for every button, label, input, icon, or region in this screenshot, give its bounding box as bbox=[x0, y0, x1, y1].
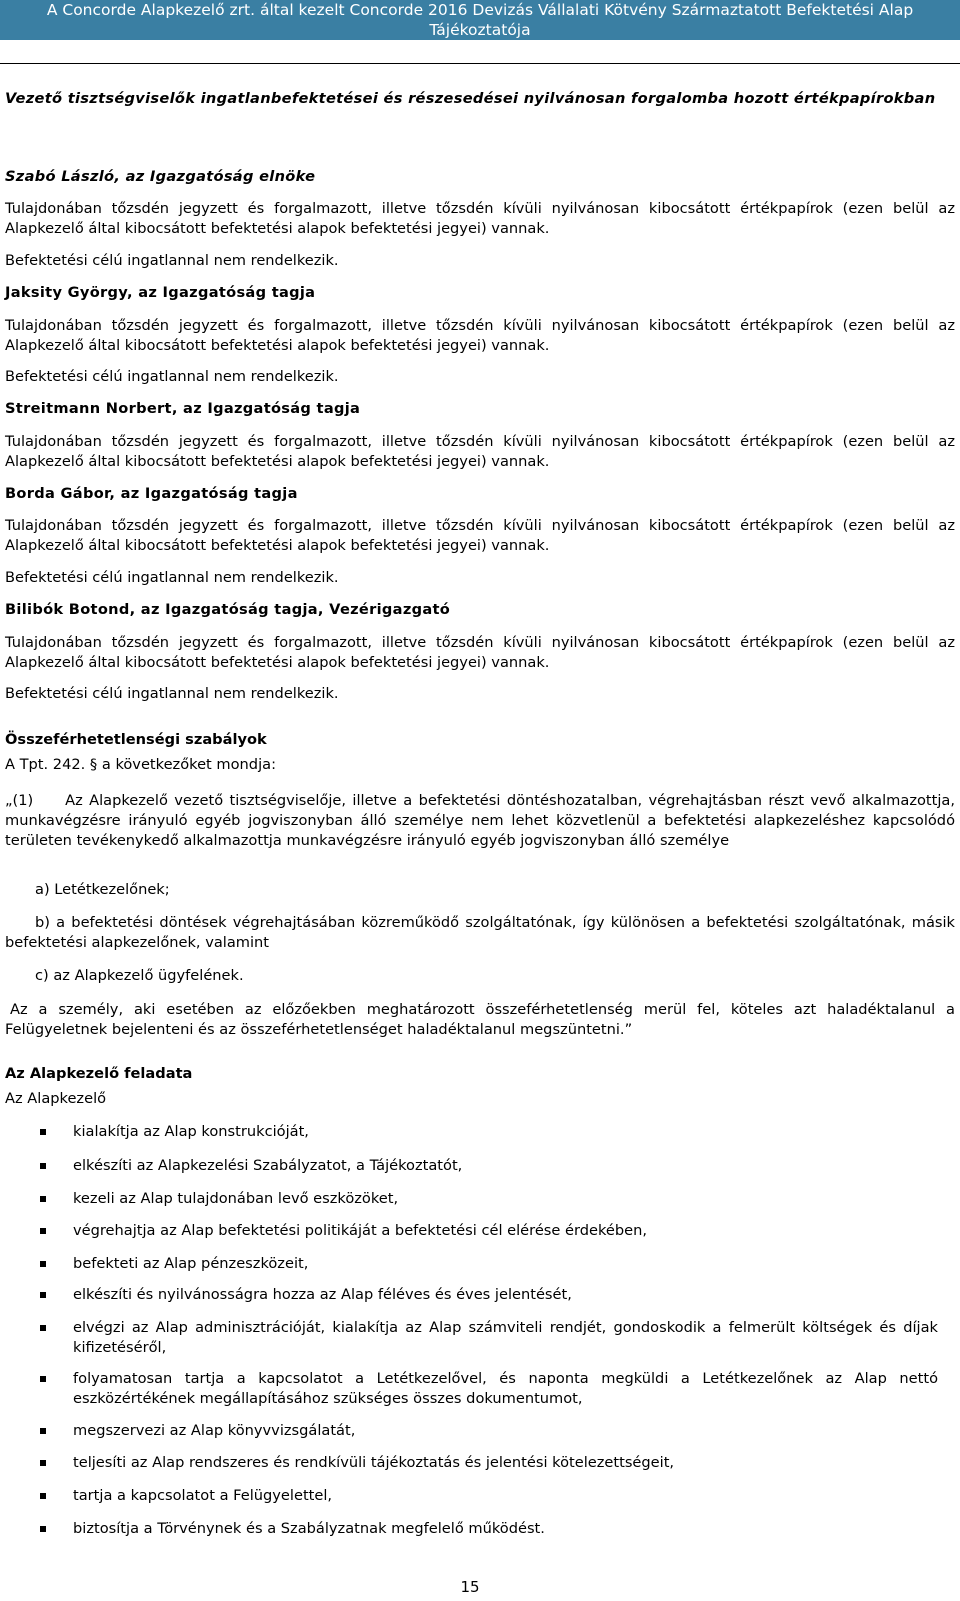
conflict-item-c: c) az Alapkezelő ügyfelének. bbox=[35, 967, 244, 984]
list-item-text: tartja a kapcsolatot a Felügyelettel, bbox=[73, 1487, 333, 1504]
bullet-icon bbox=[40, 1493, 46, 1499]
bullet-icon bbox=[40, 1196, 46, 1202]
conflict-item-a: a) Letétkezelőnek; bbox=[35, 881, 170, 898]
person-holding: Tulajdonában tőzsdén jegyzett és forgalmazott, illetve tőzsdén kívüli nyilvánosan kibocsátott értékpapírok (ezen belül az Alapkezelő által kibocsátott befektetési alapok befektetési jegyei) vannak. bbox=[5, 200, 955, 237]
bullet-icon bbox=[40, 1228, 46, 1234]
section-title-tasks: Az Alapkezelő feladata bbox=[5, 1065, 193, 1082]
bullet-icon bbox=[40, 1376, 46, 1382]
person-holding: Tulajdonában tőzsdén jegyzett és forgalmazott, illetve tőzsdén kívüli nyilvánosan kibocsátott értékpapírok (ezen belül az Alapkezelő által kibocsátott befektetési alapok befektetési jegyei) vannak. bbox=[5, 634, 955, 671]
list-item-text: megszervezi az Alap könyvvizsgálatát, bbox=[73, 1422, 356, 1439]
person-name: Szabó László, az Igazgatóság elnöke bbox=[5, 168, 316, 185]
person-name: Jaksity György, az Igazgatóság tagja bbox=[5, 284, 316, 301]
person-holding: Tulajdonában tőzsdén jegyzett és forgalmazott, illetve tőzsdén kívüli nyilvánosan kibocsátott értékpapírok (ezen belül az Alapkezelő által kibocsátott befektetési alapok befektetési jegyei) vannak. bbox=[5, 517, 955, 554]
conflict-intro: A Tpt. 242. § a következőket mondja: bbox=[5, 756, 276, 773]
person-property: Befektetési célú ingatlannal nem rendelkezik. bbox=[5, 685, 339, 702]
person-property: Befektetési célú ingatlannal nem rendelkezik. bbox=[5, 368, 339, 385]
list-item-text: elvégzi az Alap adminisztrációját, kialakítja az Alap számviteli rendjét, gondoskodik a felmerült költségek és díjak kifizetéséről, bbox=[73, 1319, 938, 1356]
conflict-quote: „(1) Az Alapkezelő vezető tisztségviselője, illetve a befektetési döntéshozatalban, végrehajtásban részt vevő alkalmazottja, munkavégzésre irányuló egyéb jogviszonyban álló személye nem lehet közvetlenül a befektetési alapkezeléshez kapcsolódó területen tevékenykedő alkalmazottja munkavégzésre irányuló egyéb jogviszonyban álló személye bbox=[5, 792, 960, 849]
bullet-icon bbox=[40, 1292, 46, 1298]
bullet-icon bbox=[40, 1129, 46, 1135]
bullet-icon bbox=[40, 1460, 46, 1466]
person-name: Borda Gábor, az Igazgatóság tagja bbox=[5, 485, 298, 502]
list-item-text: teljesíti az Alap rendszeres és rendkívüli tájékoztatás és jelentési kötelezettségeit, bbox=[73, 1454, 675, 1471]
list-item-text: elkészíti az Alapkezelési Szabályzatot, a Tájékoztatót, bbox=[73, 1157, 463, 1174]
bullet-icon bbox=[40, 1428, 46, 1434]
section-title-holdings: Vezető tisztségviselők ingatlanbefektetései és részesedései nyilvánosan forgalomba hozott értékpapírokban bbox=[5, 90, 936, 107]
page-number: 15 bbox=[460, 1578, 480, 1596]
list-item-text: kezeli az Alap tulajdonában levő eszközöket, bbox=[73, 1190, 399, 1207]
person-property: Befektetési célú ingatlannal nem rendelkezik. bbox=[5, 252, 339, 269]
person-holding: Tulajdonában tőzsdén jegyzett és forgalmazott, illetve tőzsdén kívüli nyilvánosan kibocsátott értékpapírok (ezen belül az Alapkezelő által kibocsátott befektetési alapok befektetési jegyei) vannak. bbox=[5, 317, 955, 354]
person-name: Streitmann Norbert, az Igazgatóság tagja bbox=[5, 400, 361, 417]
person-name: Bilibók Botond, az Igazgatóság tagja, Vezérigazgató bbox=[5, 601, 451, 618]
conflict-closing: Az a személy, aki esetében az előzőekben meghatározott összeférhetetlenség merül fel, köteles azt haladéktalanul a Felügyeletnek bejelenteni és az összeférhetetlenséget haladéktalanul megszüntetni.” bbox=[5, 1001, 955, 1038]
person-holding: Tulajdonában tőzsdén jegyzett és forgalmazott, illetve tőzsdén kívüli nyilvánosan kibocsátott értékpapírok (ezen belül az Alapkezelő által kibocsátott befektetési alapok befektetési jegyei) vannak. bbox=[5, 433, 955, 470]
section-title-conflict: Összeférhetetlenségi szabályok bbox=[5, 731, 267, 748]
list-item-text: végrehajtja az Alap befektetési politikáját a befektetési cél elérése érdekében, bbox=[73, 1222, 648, 1239]
header-divider bbox=[0, 63, 960, 64]
list-item-text: folyamatosan tartja a kapcsolatot a Letétkezelővel, és naponta megküldi a Letétkezelőnek az Alap nettó eszközértékének megállapításához szükséges összes dokumentumot, bbox=[73, 1370, 938, 1407]
list-item-text: kialakítja az Alap konstrukcióját, bbox=[73, 1123, 309, 1140]
person-property: Befektetési célú ingatlannal nem rendelkezik. bbox=[5, 569, 339, 586]
conflict-item-b: b) a befektetési döntések végrehajtásában közreműködő szolgáltatónak, így különösen a befektetési szolgáltatónak, másik befektetési alapkezelőnek, valamint bbox=[5, 914, 955, 951]
list-item-text: biztosítja a Törvénynek és a Szabályzatnak megfelelő működést. bbox=[73, 1520, 545, 1537]
list-item-text: elkészíti és nyilvánosságra hozza az Alap féléves és éves jelentését, bbox=[73, 1286, 572, 1303]
bullet-icon bbox=[40, 1325, 46, 1331]
bullet-icon bbox=[40, 1526, 46, 1532]
list-item-text: befekteti az Alap pénzeszközeit, bbox=[73, 1255, 309, 1272]
tasks-intro: Az Alapkezelő bbox=[5, 1090, 107, 1107]
bullet-icon bbox=[40, 1261, 46, 1267]
bullet-icon bbox=[40, 1163, 46, 1169]
header-title: A Concorde Alapkezelő zrt. által kezelt Concorde 2016 Devizás Vállalati Kötvény Származtatott Befektetési Alap Tájékoztatója bbox=[46, 1, 914, 39]
page-header bbox=[0, 0, 960, 40]
